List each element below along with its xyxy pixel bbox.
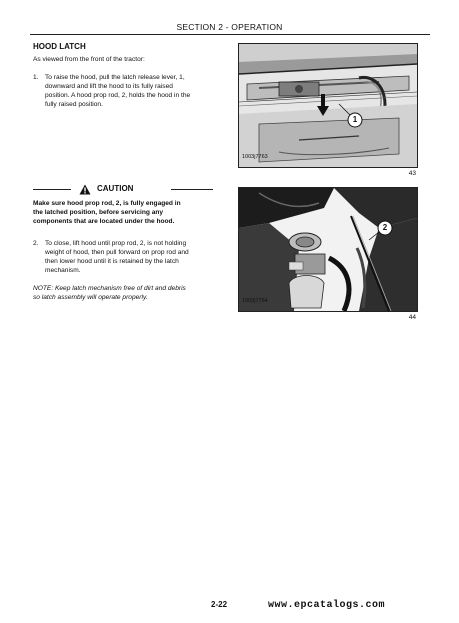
caution-label: CAUTION — [97, 184, 134, 193]
figure-43-number: 43 — [408, 170, 416, 177]
website-watermark: www.epcatalogs.com — [268, 600, 386, 611]
section-title: SECTION 2 - OPERATION — [176, 22, 283, 32]
step-2-line: then lower hood until it is retained by the latch — [45, 258, 179, 265]
note-text — [33, 284, 214, 302]
caution-line: Make sure hood prop rod, 2, is fully engaged in — [33, 200, 181, 207]
prop-rod-photo-illustration — [239, 188, 417, 311]
figure-44-number: 44 — [408, 314, 416, 321]
step-1-line: fully raised position. — [45, 101, 103, 108]
figure-43-code: 1003j7763 — [242, 154, 268, 160]
note-line: so latch assembly will operate properly. — [33, 294, 148, 301]
intro-text: As viewed from the front of the tractor: — [33, 56, 145, 63]
step-1-number: 1. — [33, 74, 39, 81]
warning-triangle-icon — [79, 184, 91, 195]
callout-2-label: 2 — [382, 223, 388, 232]
step-2-line: weight of hood, then pull forward on prop rod and — [45, 249, 189, 256]
caution-rule-left — [33, 189, 71, 190]
step-2 — [33, 239, 214, 279]
step-1-line: position. A hood prop rod, 2, holds the hood in the — [45, 92, 191, 99]
step-1-line: downward and lift the hood to its fully raised — [45, 83, 173, 90]
step-2-line: mechanism. — [45, 267, 81, 274]
figure-44-code: 1003j7764 — [242, 298, 268, 304]
caution-banner — [33, 184, 213, 196]
step-1-line: To raise the hood, pull the latch release lever, 1, — [45, 74, 185, 81]
figure-hood-latch-photo — [238, 43, 418, 168]
figure-prop-rod-photo — [238, 187, 418, 312]
latch-photo-illustration — [239, 44, 417, 167]
caution-line: components that are located under the hood. — [33, 218, 175, 225]
note-line: NOTE: Keep latch mechanism free of dirt and debris — [33, 285, 186, 292]
callout-1-label: 1 — [352, 115, 358, 124]
header-rule — [30, 34, 430, 35]
caution-rule-right — [171, 189, 213, 190]
step-1 — [33, 73, 214, 113]
caution-text — [33, 199, 214, 226]
step-2-number: 2. — [33, 240, 39, 247]
caution-line: the latched position, before servicing any — [33, 209, 164, 216]
hood-latch-heading: HOOD LATCH — [33, 42, 86, 51]
page-number: 2-22 — [211, 600, 228, 609]
step-2-line: To close, lift hood until prop rod, 2, is not holding — [45, 240, 187, 247]
